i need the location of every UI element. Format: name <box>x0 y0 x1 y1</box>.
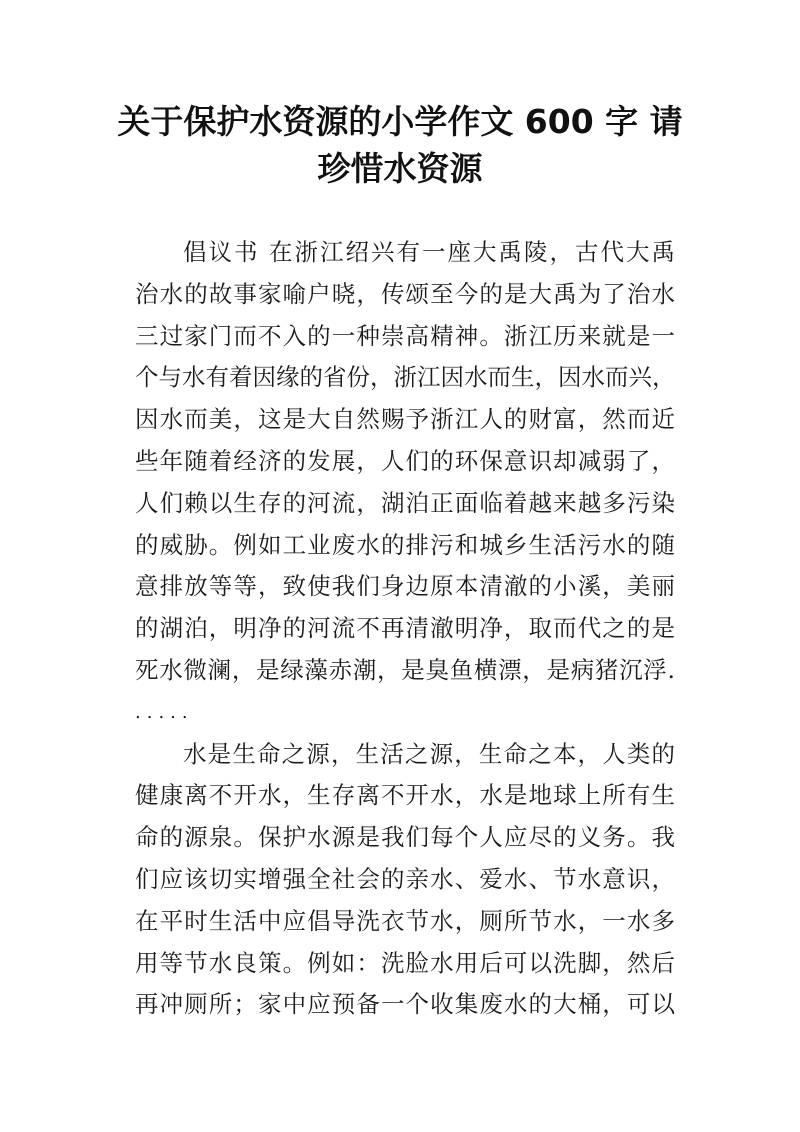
document-body <box>135 232 675 1026</box>
text-line: 治水的故事家喻户晓，传颂至今的是大禹为了治水 <box>135 279 675 308</box>
title-line-2: 珍惜水资源 <box>317 149 483 188</box>
text-line: 因水而美，这是大自然赐予浙江人的财富，然而近 <box>135 405 675 434</box>
title-line-1: 关于保护水资源的小学作文 600 字 请 <box>117 102 683 141</box>
text-line: 的湖泊，明净的河流不再清澈明净，取而代之的是 <box>135 614 675 643</box>
ellipsis-line: ..... <box>135 701 194 723</box>
text-line: 命的源泉。保护水源是我们每个人应尽的义务。我 <box>135 823 675 852</box>
document-title <box>100 98 700 192</box>
text-line: 倡议书 在浙江绍兴有一座大禹陵，古代大禹 <box>183 238 675 266</box>
text-line: 死水微澜，是绿藻赤潮，是臭鱼横漂，是病猪沉浮. <box>135 655 675 684</box>
text-line: 的威胁。例如工业废水的排污和城乡生活污水的随 <box>135 530 675 559</box>
text-line: 意排放等等，致使我们身边原本清澈的小溪，美丽 <box>135 572 675 601</box>
text-line: 们应该切实增强全社会的亲水、爱水、节水意识， <box>135 864 675 893</box>
text-line: 三过家门而不入的一种崇高精神。浙江历来就是一 <box>135 321 675 350</box>
text-line: 人们赖以生存的河流，湖泊正面临着越来越多污染 <box>135 488 675 517</box>
text-line: 水是生命之源，生活之源，生命之本，人类的 <box>183 739 675 768</box>
text-line: 再冲厕所；家中应预备一个收集废水的大桶，可以 <box>135 990 675 1019</box>
text-line: 些年随着经济的发展，人们的环保意识却减弱了， <box>135 446 675 475</box>
text-line: 个与水有着因缘的省份，浙江因水而生，因水而兴， <box>135 363 676 392</box>
text-line: 健康离不开水，生存离不开水，水是地球上所有生 <box>135 781 675 810</box>
paragraph-1 <box>135 232 675 734</box>
text-line: 在平时生活中应倡导洗衣节水，厕所节水，一水多 <box>135 906 675 935</box>
paragraph-2 <box>135 734 675 1027</box>
text-line: 用等节水良策。例如：洗脸水用后可以洗脚，然后 <box>135 948 675 977</box>
